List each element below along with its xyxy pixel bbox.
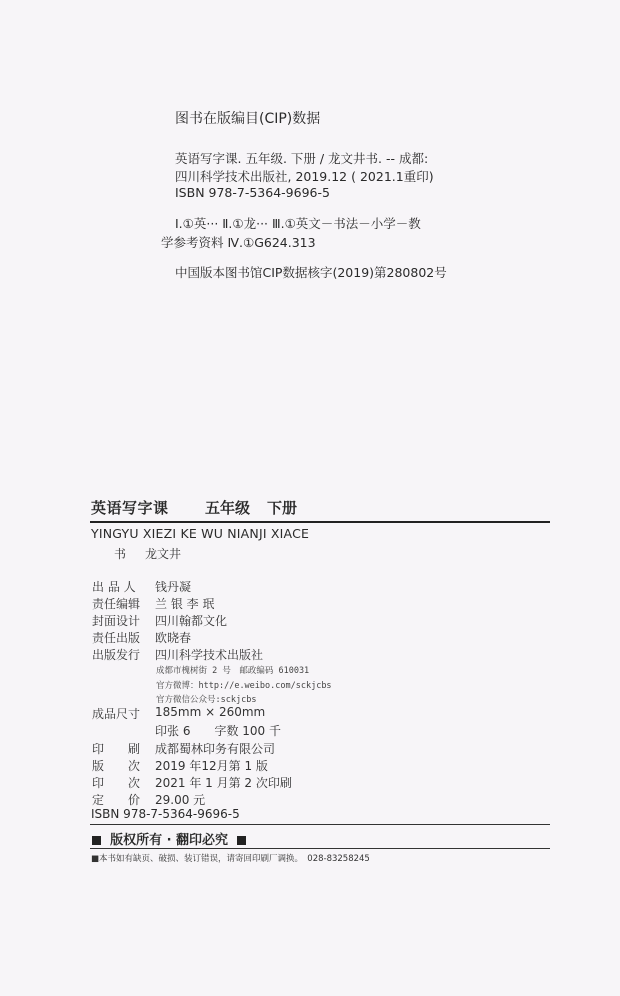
copyright-text: 版权所有 · 翻印必究 <box>110 833 229 848</box>
spec-label-printer: 印 刷 <box>92 742 141 756</box>
book-grade: 五年级 <box>205 499 251 517</box>
spec-value-size: 185mm × 260mm <box>155 705 266 719</box>
cip-line-3: ISBN 978-7-5364-9696-5 <box>175 185 330 200</box>
copyright-line <box>92 829 246 848</box>
title-rule <box>90 521 550 523</box>
book-title: 英语写字课 <box>91 499 169 517</box>
credit-value-cover: 四川翰都文化 <box>155 614 228 628</box>
spec-label-size: 成品尺寸 <box>92 707 141 721</box>
spec-label-price: 定 价 <box>92 793 141 807</box>
return-notice: ■本书如有缺页、破损、装订错误，请寄回印刷厂调换。 028-83258245 <box>91 854 370 864</box>
publisher-weibo: 官方微博：http://e.weibo.com/sckjcbs <box>156 681 332 691</box>
cip-line-1: 英语写字课. 五年级. 下册 / 龙文井书. -- 成都: <box>175 151 429 166</box>
credit-label-author: 书 <box>114 547 127 561</box>
credit-value-production: 欧晓春 <box>155 631 192 645</box>
credit-label-cover: 封面设计 <box>92 614 141 628</box>
cip-line-2: 四川科学技术出版社, 2019.12 ( 2021.1重印) <box>175 169 434 184</box>
cip-line-6: 中国版本图书馆CIP数据核字(2019)第280802号 <box>175 265 447 280</box>
credit-label-producer: 出 品 人 <box>92 580 136 594</box>
credit-value-publisher: 四川科学技术出版社 <box>155 648 264 662</box>
square-bullet-icon <box>237 836 246 845</box>
publisher-address: 成都市槐树街 2 号 邮政编码 610031 <box>156 666 310 676</box>
spec-label-edition: 版 次 <box>92 759 141 773</box>
credit-label-editor: 责任编辑 <box>92 597 141 611</box>
cip-line-5: 学参考资料 Ⅳ.①G624.313 <box>161 235 316 250</box>
credit-value-editor: 兰 银 李 珉 <box>155 597 215 611</box>
cip-line-4: Ⅰ.①英··· Ⅱ.①龙··· Ⅲ.①英文－书法－小学－教 <box>175 216 421 231</box>
isbn: ISBN 978-7-5364-9696-5 <box>91 807 240 821</box>
book-pinyin: YINGYU XIEZI KE WU NIANJI XIACE <box>91 526 310 541</box>
copyright-bottom-rule <box>90 848 550 849</box>
spec-label-printing: 印 次 <box>92 776 141 790</box>
credit-value-producer: 钱丹凝 <box>155 580 192 594</box>
spec-value-price: 29.00 元 <box>155 793 206 807</box>
spec-value-printing: 2021 年 1 月第 2 次印刷 <box>155 776 292 790</box>
square-bullet-icon <box>92 836 101 845</box>
spec-value-sheets: 印张 6 字数 100 千 <box>155 724 281 738</box>
credit-label-publisher: 出版发行 <box>92 648 141 662</box>
book-volume: 下册 <box>267 499 298 517</box>
credit-value-author: 龙文井 <box>145 547 182 561</box>
publisher-wechat: 官方微信公众号:sckjcbs <box>156 695 257 705</box>
spec-value-edition: 2019 年12月第 1 版 <box>155 759 268 773</box>
spec-value-printer: 成都蜀林印务有限公司 <box>155 742 276 756</box>
credit-label-production: 责任出版 <box>92 631 141 645</box>
copyright-top-rule <box>90 824 550 825</box>
cip-title: 图书在版编目(CIP)数据 <box>175 111 321 127</box>
